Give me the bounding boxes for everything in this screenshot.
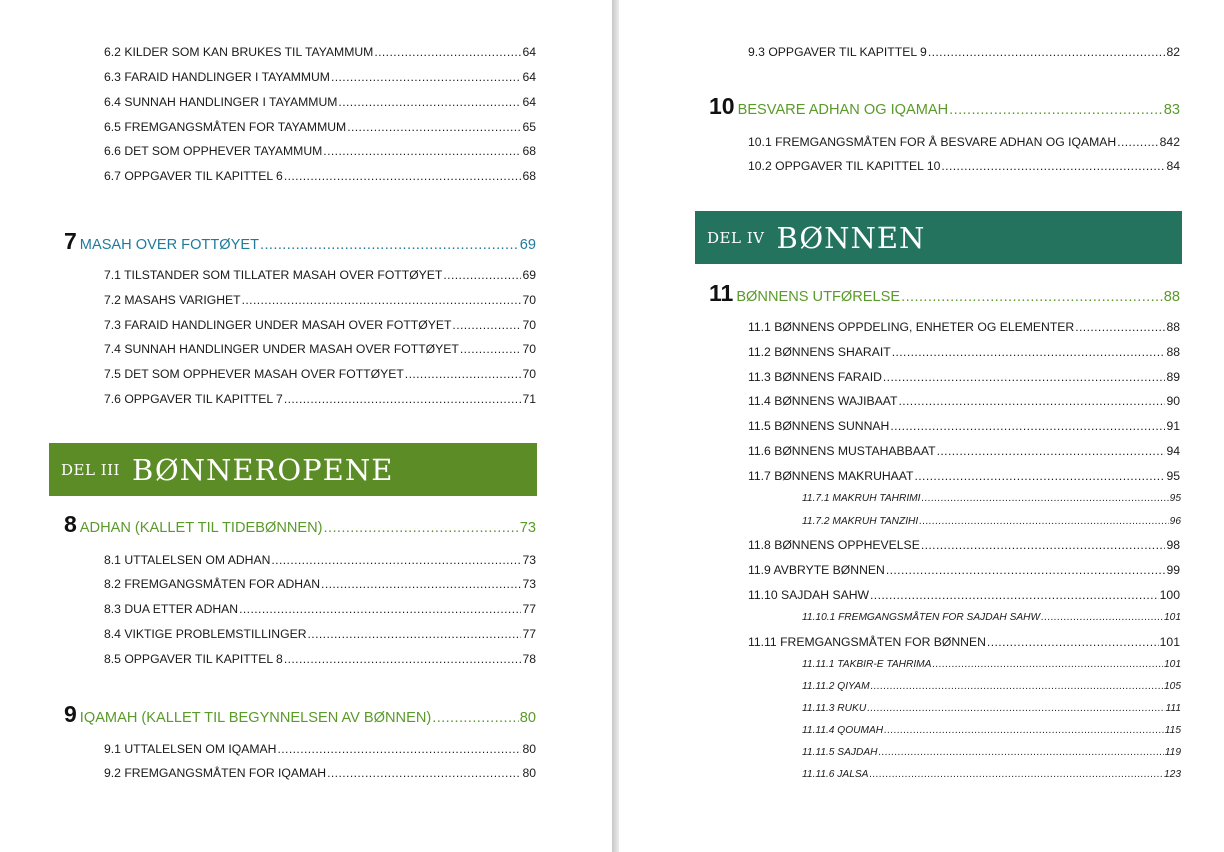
toc-entry-10-1[interactable]: [748, 135, 1180, 151]
toc-entry-page: 115: [1164, 725, 1181, 736]
chapter-title: BØNNENS UTFØRELSE: [736, 289, 901, 305]
toc-entry-8-3[interactable]: [104, 602, 536, 618]
toc-entry-label: 11.7 BØNNENS MAKRUHAAT: [748, 469, 914, 483]
toc-entry-label: 11.10 SAJDAH SAHW: [748, 588, 870, 602]
toc-entry-label: 7.2 MASAHS VARIGHET: [104, 293, 241, 307]
toc-entry-label: 7.6 OPPGAVER TIL KAPITTEL 7: [104, 392, 283, 406]
toc-entry-page: 95: [1169, 493, 1181, 504]
dot-leader: [443, 268, 521, 282]
toc-entry-7-5[interactable]: [104, 367, 536, 383]
dot-leader: [901, 289, 1163, 305]
toc-entry-10-2[interactable]: [748, 159, 1180, 175]
dot-leader: [271, 553, 521, 567]
chapter-page: 83: [1163, 102, 1180, 118]
toc-entry-label: 11.5 BØNNENS SUNNAH: [748, 419, 890, 433]
toc-entry-page: 101: [1164, 659, 1181, 670]
toc-entry-7-1[interactable]: [104, 268, 536, 284]
toc-entry-page: 100: [1159, 588, 1180, 602]
dot-leader: [898, 394, 1165, 408]
toc-chapter-8[interactable]: [64, 511, 536, 537]
toc-entry-label: 6.2 KILDER SOM KAN BRUKES TIL TAYAMMUM: [104, 45, 374, 59]
dot-leader: [879, 747, 1164, 758]
toc-entry-page: 84: [1166, 159, 1180, 173]
toc-entry-label: 8.1 UTTALELSEN OM ADHAN: [104, 553, 271, 567]
toc-entry-9-3[interactable]: [748, 45, 1180, 61]
toc-entry-label: 11.7.1 MAKRUH TAHRIMI: [802, 493, 921, 504]
part-banner-del-iv[interactable]: [695, 211, 1182, 264]
toc-entry-page: 101: [1159, 635, 1180, 649]
book-gutter: [612, 0, 619, 852]
toc-entry-page: 69: [522, 268, 536, 282]
toc-entry-page: 64: [522, 95, 536, 109]
chapter-page: 88: [1163, 289, 1180, 305]
dot-leader: [937, 444, 1166, 458]
toc-entry-page: 80: [522, 766, 536, 780]
dot-leader: [374, 45, 521, 59]
dot-leader: [338, 95, 521, 109]
dot-leader: [987, 635, 1159, 649]
toc-entry-page: 64: [522, 45, 536, 59]
dot-leader: [277, 742, 521, 756]
chapter-page: 73: [519, 520, 536, 536]
chapter-number: 10: [709, 93, 735, 119]
toc-entry-label: 11.8 BØNNENS OPPHEVELSE: [748, 538, 920, 552]
part-banner-del-iii[interactable]: [49, 443, 537, 496]
dot-leader: [919, 516, 1168, 527]
toc-entry-page: 89: [1166, 370, 1180, 384]
toc-entry-page: 70: [522, 293, 536, 307]
toc-entry-page: 88: [1166, 320, 1180, 334]
toc-entry-11-7-2[interactable]: [802, 516, 1181, 530]
dot-leader: [870, 588, 1159, 602]
toc-entry-11-11-1[interactable]: [802, 659, 1181, 673]
dot-leader: [460, 342, 522, 356]
toc-entry-page: 99: [1166, 563, 1180, 577]
toc-entry-label: 11.1 BØNNENS OPPDELING, ENHETER OG ELEMENTER: [748, 320, 1075, 334]
dot-leader: [284, 652, 522, 666]
dot-leader: [928, 45, 1166, 59]
dot-leader: [324, 520, 519, 536]
part-number: DEL III: [61, 460, 120, 479]
toc-entry-page: 78: [522, 652, 536, 666]
toc-entry-page: 73: [522, 553, 536, 567]
dot-leader: [405, 367, 522, 381]
toc-entry-page: 91: [1166, 419, 1180, 433]
toc-entry-label: 11.2 BØNNENS SHARAIT: [748, 345, 891, 359]
toc-entry-11-11-5[interactable]: [802, 747, 1181, 761]
toc-entry-label: 9.1 UTTALELSEN OM IQAMAH: [104, 742, 277, 756]
toc-entry-page: 111: [1165, 703, 1181, 714]
toc-chapter-11[interactable]: [709, 280, 1180, 306]
toc-entry-label: 11.7.2 MAKRUH TANZIHI: [802, 516, 919, 527]
toc-entry-label: 6.5 FREMGANGSMÅTEN FOR TAYAMMUM: [104, 120, 347, 134]
toc-entry-page: 95: [1166, 469, 1180, 483]
toc-entry-11-11[interactable]: [748, 635, 1180, 651]
toc-entry-label: 8.3 DUA ETTER ADHAN: [104, 602, 239, 616]
toc-entry-page: 71: [522, 392, 536, 406]
dot-leader: [941, 159, 1165, 173]
chapter-title: IQAMAH (KALLET TIL BEGYNNELSEN AV BØNNEN): [79, 710, 432, 726]
toc-entry-label: 9.2 FREMGANGSMÅTEN FOR IQAMAH: [104, 766, 327, 780]
toc-entry-label: 11.11.6 JALSA: [802, 769, 869, 780]
toc-entry-label: 6.7 OPPGAVER TIL KAPITTEL 6: [104, 169, 283, 183]
toc-entry-11-5[interactable]: [748, 419, 1180, 435]
chapter-number: 9: [64, 701, 77, 727]
toc-entry-label: 11.9 AVBRYTE BØNNEN: [748, 563, 885, 577]
dot-leader: [347, 120, 521, 134]
toc-entry-11-1[interactable]: [748, 320, 1180, 336]
toc-entry-11-7-1[interactable]: [802, 493, 1181, 507]
toc-entry-label: 11.11.2 QIYAM: [802, 681, 870, 692]
toc-entry-11-9[interactable]: [748, 563, 1180, 579]
dot-leader: [922, 493, 1169, 504]
toc-entry-label: 11.10.1 FREMGANGSMÅTEN FOR SAJDAH SAHW: [802, 612, 1041, 623]
toc-entry-label: 7.1 TILSTANDER SOM TILLATER MASAH OVER FOTTØYET: [104, 268, 443, 282]
dot-leader: [308, 627, 522, 641]
toc-entry-label: 11.11.5 SAJDAH: [802, 747, 878, 758]
dot-leader: [323, 144, 521, 158]
toc-entry-label: 11.3 BØNNENS FARAID: [748, 370, 882, 384]
toc-entry-page: 68: [522, 144, 536, 158]
dot-leader: [921, 538, 1166, 552]
toc-entry-7-4[interactable]: [104, 342, 536, 358]
toc-entry-page: 65: [522, 120, 536, 134]
toc-entry-label: 6.4 SUNNAH HANDLINGER I TAYAMMUM: [104, 95, 338, 109]
toc-entry-6-2[interactable]: [104, 45, 536, 61]
dot-leader: [949, 102, 1163, 118]
toc-entry-page: 80: [522, 742, 536, 756]
toc-entry-6-4[interactable]: [104, 95, 536, 111]
chapter-title: ADHAN (KALLET TIL TIDEBØNNEN): [79, 520, 323, 536]
dot-leader: [883, 370, 1166, 384]
toc-entry-11-11-3[interactable]: [802, 703, 1181, 717]
toc-entry-label: 8.2 FREMGANGSMÅTEN FOR ADHAN: [104, 577, 321, 591]
toc-entry-label: 9.3 OPPGAVER TIL KAPITTEL 9: [748, 45, 927, 59]
toc-entry-11-6[interactable]: [748, 444, 1180, 460]
toc-entry-label: 6.6 DET SOM OPPHEVER TAYAMMUM: [104, 144, 323, 158]
toc-entry-label: 11.11.1 TAKBIR-E TAHRIMA: [802, 659, 932, 670]
chapter-number: 8: [64, 511, 77, 537]
dot-leader: [892, 345, 1166, 359]
toc-entry-label: 11.11.3 RUKU: [802, 703, 867, 714]
toc-entry-label: 10.2 OPPGAVER TIL KAPITTEL 10: [748, 159, 941, 173]
chapter-title: MASAH OVER FOTTØYET: [79, 237, 259, 253]
toc-entry-6-5[interactable]: [104, 120, 536, 136]
dot-leader: [884, 725, 1164, 736]
dot-leader: [890, 419, 1165, 433]
dot-leader: [886, 563, 1166, 577]
dot-leader: [869, 769, 1163, 780]
right-page: [619, 0, 1224, 852]
toc-entry-page: 98: [1166, 538, 1180, 552]
toc-entry-8-1[interactable]: [104, 553, 536, 569]
chapter-title: BESVARE ADHAN OG IQAMAH: [737, 102, 949, 118]
dot-leader: [871, 681, 1163, 692]
toc-entry-11-7[interactable]: [748, 469, 1180, 485]
toc-entry-label: 11.6 BØNNENS MUSTAHABBAAT: [748, 444, 936, 458]
dot-leader: [327, 766, 521, 780]
toc-entry-page: 94: [1166, 444, 1180, 458]
toc-entry-11-8[interactable]: [748, 538, 1180, 554]
toc-entry-11-10[interactable]: [748, 588, 1180, 604]
chapter-page: 80: [519, 710, 536, 726]
dot-leader: [321, 577, 521, 591]
toc-entry-label: 11.11 FREMGANGSMÅTEN FOR BØNNEN: [748, 635, 986, 649]
toc-entry-11-3[interactable]: [748, 370, 1180, 386]
dot-leader: [284, 392, 522, 406]
toc-entry-page: 96: [1169, 516, 1181, 527]
toc-entry-7-2[interactable]: [104, 293, 536, 309]
toc-entry-page: 88: [1166, 345, 1180, 359]
toc-chapter-9[interactable]: [64, 701, 536, 727]
toc-entry-page: 73: [522, 577, 536, 591]
dot-leader: [1117, 135, 1158, 149]
toc-entry-page: 77: [522, 627, 536, 641]
toc-entry-11-2[interactable]: [748, 345, 1180, 361]
dot-leader: [452, 318, 521, 332]
toc-entry-label: 8.4 VIKTIGE PROBLEMSTILLINGER: [104, 627, 307, 641]
dot-leader: [331, 70, 521, 84]
toc-entry-page: 90: [1166, 394, 1180, 408]
toc-entry-label: 11.4 BØNNENS WAJIBAAT: [748, 394, 898, 408]
toc-entry-page: 70: [522, 318, 536, 332]
toc-entry-8-2[interactable]: [104, 577, 536, 593]
toc-entry-page: 64: [522, 70, 536, 84]
dot-leader: [432, 710, 519, 726]
toc-entry-page: 105: [1164, 681, 1181, 692]
toc-entry-label: 7.5 DET SOM OPPHEVER MASAH OVER FOTTØYET: [104, 367, 404, 381]
toc-entry-7-6[interactable]: [104, 392, 536, 408]
part-title: BØNNEN: [776, 220, 926, 255]
toc-chapter-7[interactable]: [64, 228, 536, 254]
toc-entry-page: 77: [522, 602, 536, 616]
part-number: DEL IV: [707, 228, 765, 247]
toc-entry-label: 8.5 OPPGAVER TIL KAPITTEL 8: [104, 652, 283, 666]
toc-entry-9-1[interactable]: [104, 742, 536, 758]
dot-leader: [242, 293, 522, 307]
toc-entry-label: 7.3 FARAID HANDLINGER UNDER MASAH OVER FOTTØYET: [104, 318, 452, 332]
dot-leader: [1075, 320, 1165, 334]
chapter-page: 69: [519, 237, 536, 253]
toc-entry-page: 119: [1164, 747, 1181, 758]
toc-entry-page: 101: [1164, 612, 1181, 623]
toc-entry-page: 70: [522, 342, 536, 356]
toc-entry-label: 10.1 FREMGANGSMÅTEN FOR Å BESVARE ADHAN OG IQAMAH: [748, 135, 1117, 149]
dot-leader: [239, 602, 521, 616]
toc-entry-8-4[interactable]: [104, 627, 536, 643]
toc-entry-page: 82: [1166, 45, 1180, 59]
toc-entry-label: 11.11.4 QOUMAH: [802, 725, 884, 736]
toc-entry-6-3[interactable]: [104, 70, 536, 86]
dot-leader: [284, 169, 522, 183]
toc-entry-11-11-4[interactable]: [802, 725, 1181, 739]
toc-entry-label: 7.4 SUNNAH HANDLINGER UNDER MASAH OVER FOTTØYET: [104, 342, 459, 356]
chapter-number: 7: [64, 228, 77, 254]
dot-leader: [867, 703, 1164, 714]
toc-entry-11-11-2[interactable]: [802, 681, 1181, 695]
toc-entry-6-7[interactable]: [104, 169, 536, 185]
toc-entry-11-4[interactable]: [748, 394, 1180, 410]
toc-entry-6-6[interactable]: [104, 144, 536, 160]
dot-leader: [914, 469, 1165, 483]
toc-entry-page: 123: [1164, 769, 1181, 780]
toc-entry-9-2[interactable]: [104, 766, 536, 782]
toc-entry-8-5[interactable]: [104, 652, 536, 668]
toc-entry-page: 842: [1159, 135, 1180, 149]
toc-entry-page: 70: [522, 367, 536, 381]
dot-leader: [932, 659, 1163, 670]
chapter-number: 11: [709, 280, 734, 306]
toc-entry-11-11-6[interactable]: [802, 769, 1181, 783]
toc-entry-11-10-1[interactable]: [802, 612, 1181, 626]
toc-entry-7-3[interactable]: [104, 318, 536, 334]
dot-leader: [1041, 612, 1163, 623]
toc-entry-page: 68: [522, 169, 536, 183]
part-title: BØNNEROPENE: [131, 452, 394, 487]
toc-chapter-10[interactable]: [709, 93, 1180, 119]
toc-entry-label: 6.3 FARAID HANDLINGER I TAYAMMUM: [104, 70, 330, 84]
dot-leader: [260, 237, 519, 253]
